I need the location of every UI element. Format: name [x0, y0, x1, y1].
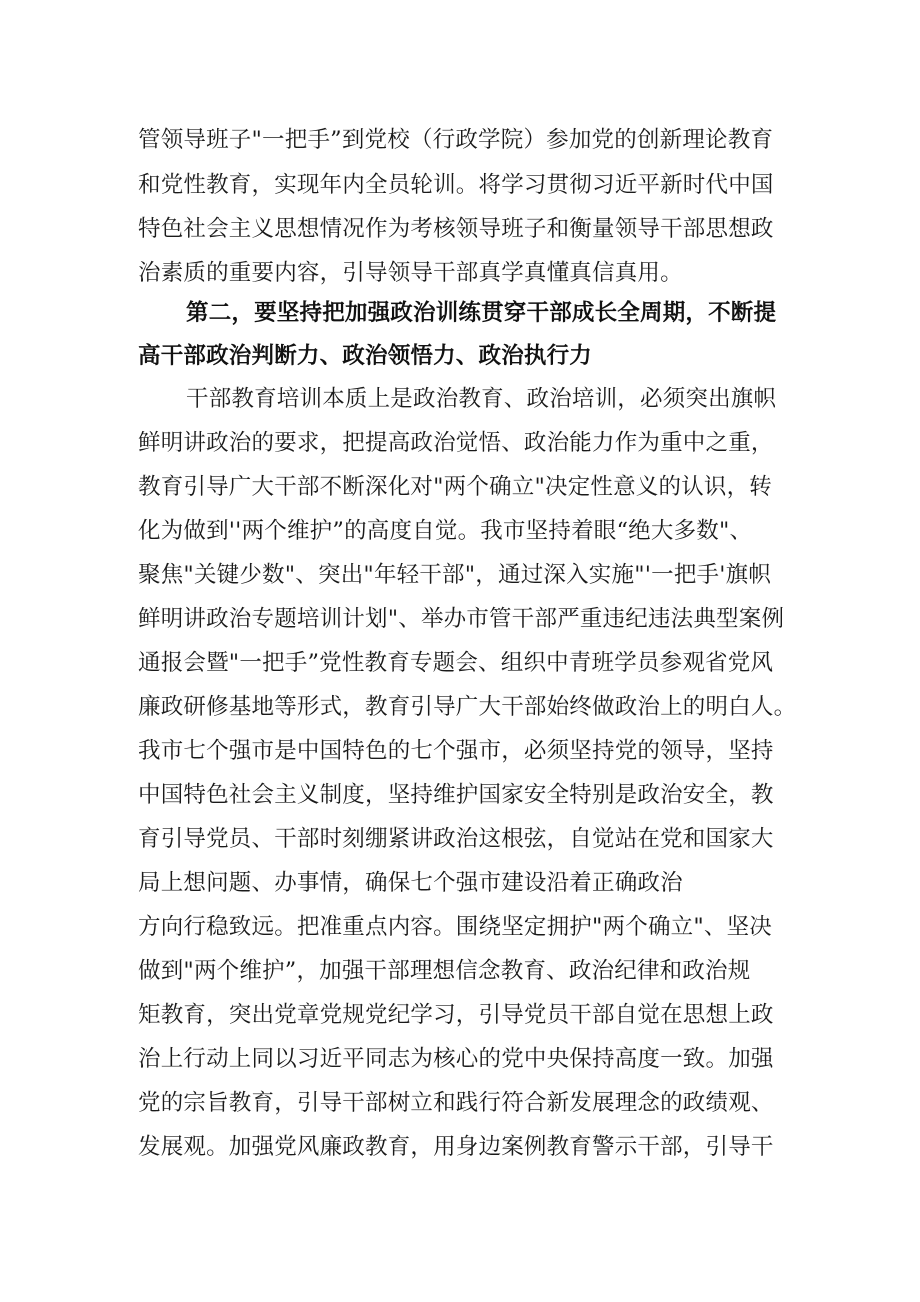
- section-heading: 第二，要坚持把加强政治训练贯穿干部成长全周期，不断提: [186, 300, 777, 326]
- text-line: 育引导党员、干部时刻绷紧讲政治这根弦，自觉站在党和国家大: [138, 826, 774, 852]
- text-line: 特色社会主义思想情况作为考核领导班子和衡量领导干部思想政: [138, 216, 774, 242]
- text-line: 鲜明讲政治专题培训计划"、举办市管干部严重违纪违法典型案例: [138, 606, 785, 632]
- text-line: 党的宗旨教育，引导干部树立和践行符合新发展理念的政绩观、: [138, 1090, 774, 1116]
- text-line: 方向行稳致远。把准重点内容。围绕坚定拥护"两个确立"、坚决: [138, 914, 772, 940]
- text-line: 矩教育，突出党章党规党纪学习，引导党员干部自觉在思想上政: [138, 1002, 774, 1028]
- text-line: 化为做到''两个维护”的高度自觉。我市坚持着眼“绝大多数"、: [138, 518, 753, 544]
- text-line: 治上行动上同以习近平同志为核心的党中央保持高度一致。加强: [138, 1046, 774, 1072]
- text-line: 中国特色社会主义制度，坚持维护国家安全特别是政治安全，教: [138, 782, 774, 808]
- text-line: 干部教育培训本质上是政治教育、政治培训，必须突出旗帜: [186, 386, 777, 412]
- text-line: 和党性教育，实现年内全员轮训。将学习贯彻习近平新时代中国: [138, 172, 774, 198]
- section-heading: 高干部政治判断力、政治领悟力、政治执行力: [138, 343, 593, 369]
- text-line: 局上想问题、办事情，确保七个强市建设沿着正确政治: [138, 870, 683, 896]
- text-line: 做到"两个维护”，加强干部理想信念教育、政治纪律和政治规: [138, 958, 751, 984]
- text-line: 我市七个强市是中国特色的七个强市，必须坚持党的领导，坚持: [138, 738, 774, 764]
- text-line: 治素质的重要内容，引导领导干部真学真懂真信真用。: [138, 260, 683, 286]
- text-line: 管领导班子"一把手”到党校（行政学院）参加党的创新理论教育: [138, 127, 774, 153]
- text-line: 教育引导广大干部不断深化对"两个确立"决定性意义的认识，转: [138, 474, 772, 500]
- text-line: 通报会暨"一把手”党性教育专题会、组织中青班学员参观省党风: [138, 650, 774, 676]
- text-line: 聚焦"关键少数"、突出"年轻干部"，通过深入实施"'一把手'旗帜: [138, 562, 772, 588]
- text-line: 发展观。加强党风廉政教育，用身边案例教育警示干部，引导干: [138, 1134, 774, 1160]
- text-line: 鲜明讲政治的要求，把提高政治觉悟、政治能力作为重中之重，: [138, 430, 774, 456]
- text-line: 廉政研修基地等形式，教育引导广大干部始终做政治上的明白人。: [138, 694, 797, 720]
